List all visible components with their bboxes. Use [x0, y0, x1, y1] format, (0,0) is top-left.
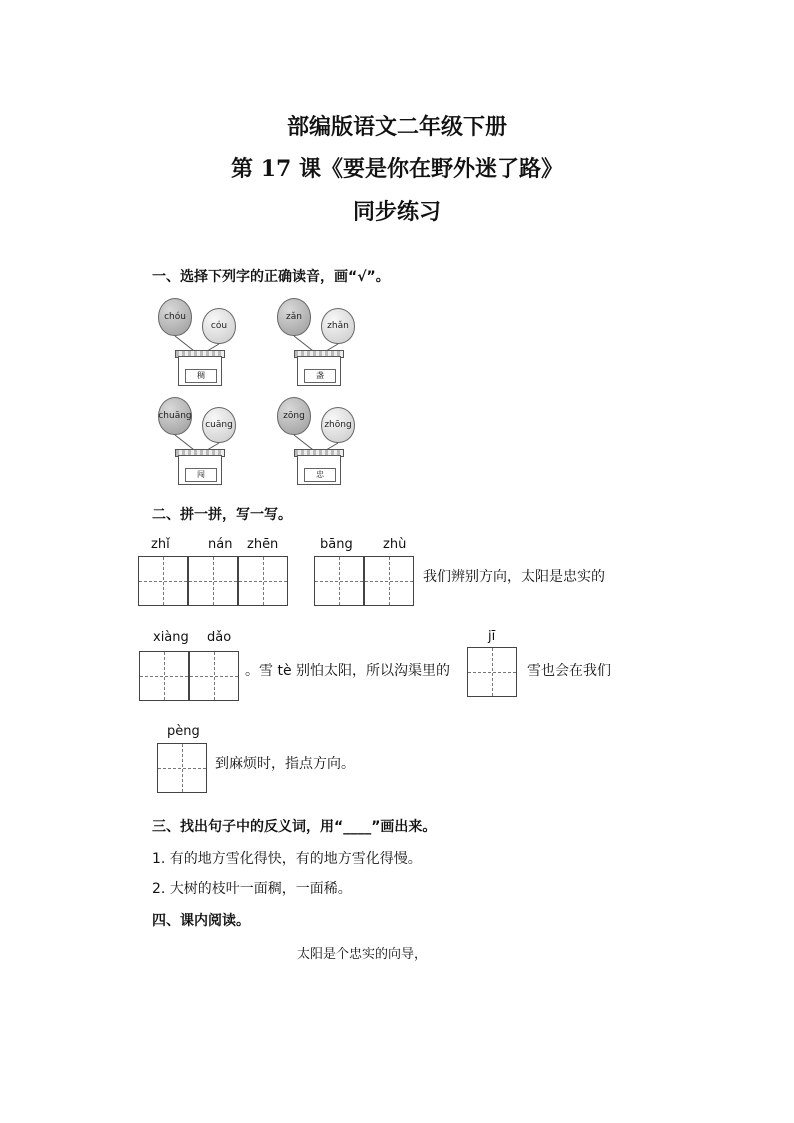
writing-box[interactable] [138, 556, 188, 606]
q3-item-1: 1. 有的地方雪化得快，有的地方雪化得慢。 [152, 851, 422, 867]
balloon-group-3 [158, 397, 248, 489]
balloon-option-1[interactable]: chóu [158, 298, 192, 336]
gift-box [297, 455, 341, 485]
sentence-text: 雪也会在我们 [527, 663, 611, 679]
balloon-option-2[interactable]: cóu [202, 308, 236, 344]
writing-box[interactable] [364, 556, 414, 606]
balloon-strings [158, 298, 248, 358]
q3-heading: 三、找出句子中的反义词，用“____”画出来。 [152, 819, 437, 835]
writing-box[interactable] [139, 651, 189, 701]
pinyin-label: pèng [167, 724, 200, 739]
pinyin-label: xiàng [153, 630, 189, 645]
sentence-text: 。雪 tè 别怕太阳，所以沟渠里的 [245, 663, 451, 679]
q1-heading: 一、选择下列字的正确读音，画“√”。 [152, 269, 390, 285]
poem-line: 太阳是个忠实的向导， [297, 947, 428, 962]
pinyin-label: zhēn [247, 537, 279, 552]
pinyin-label: bāng [320, 537, 353, 552]
balloon-option-2[interactable]: cuāng [202, 407, 236, 443]
writing-box[interactable] [467, 647, 517, 697]
balloon-option-1[interactable]: zǎn [277, 298, 311, 336]
pinyin-label: dǎo [207, 630, 232, 645]
q2-heading: 二、拼一拼，写一写。 [152, 507, 292, 523]
balloon-group-4 [277, 397, 367, 489]
gift-box [178, 356, 222, 386]
document-title-line1: 部编版语文二年级下册 [286, 114, 507, 140]
balloon-group-2 [277, 298, 367, 390]
writing-box[interactable] [238, 556, 288, 606]
writing-box[interactable] [188, 556, 238, 606]
balloon-option-2[interactable]: zhōng [321, 407, 355, 443]
balloon-strings [158, 397, 248, 457]
gift-character: 盏 [304, 369, 336, 383]
gift-box [297, 356, 341, 386]
balloon-strings [277, 298, 367, 358]
sentence-text: 到麻烦时，指点方向。 [215, 756, 355, 772]
q3-item-2: 2. 大树的枝叶一面稠，一面稀。 [152, 881, 352, 897]
document-title-line3: 同步练习 [352, 199, 441, 225]
writing-box[interactable] [189, 651, 239, 701]
document-title-line2: 第 17 课《要是你在野外迷了路》 [231, 156, 563, 182]
balloon-option-1[interactable]: chuāng [158, 397, 192, 435]
pinyin-label: jī [488, 629, 496, 644]
balloon-option-2[interactable]: zhǎn [321, 308, 355, 344]
q4-heading: 四、课内阅读。 [152, 913, 250, 929]
balloon-option-1[interactable]: zōng [277, 397, 311, 435]
pinyin-label: zhǐ [151, 537, 170, 552]
writing-box[interactable] [157, 743, 207, 793]
gift-box [178, 455, 222, 485]
gift-character: 忠 [304, 468, 336, 482]
pinyin-label: zhù [383, 537, 407, 552]
balloon-group-1 [158, 298, 248, 390]
pinyin-label: nán [208, 537, 233, 552]
gift-character: 稠 [185, 369, 217, 383]
gift-character: 闯 [185, 468, 217, 482]
writing-box[interactable] [314, 556, 364, 606]
balloon-strings [277, 397, 367, 457]
sentence-text: 我们辨别方向，太阳是忠实的 [423, 569, 605, 585]
